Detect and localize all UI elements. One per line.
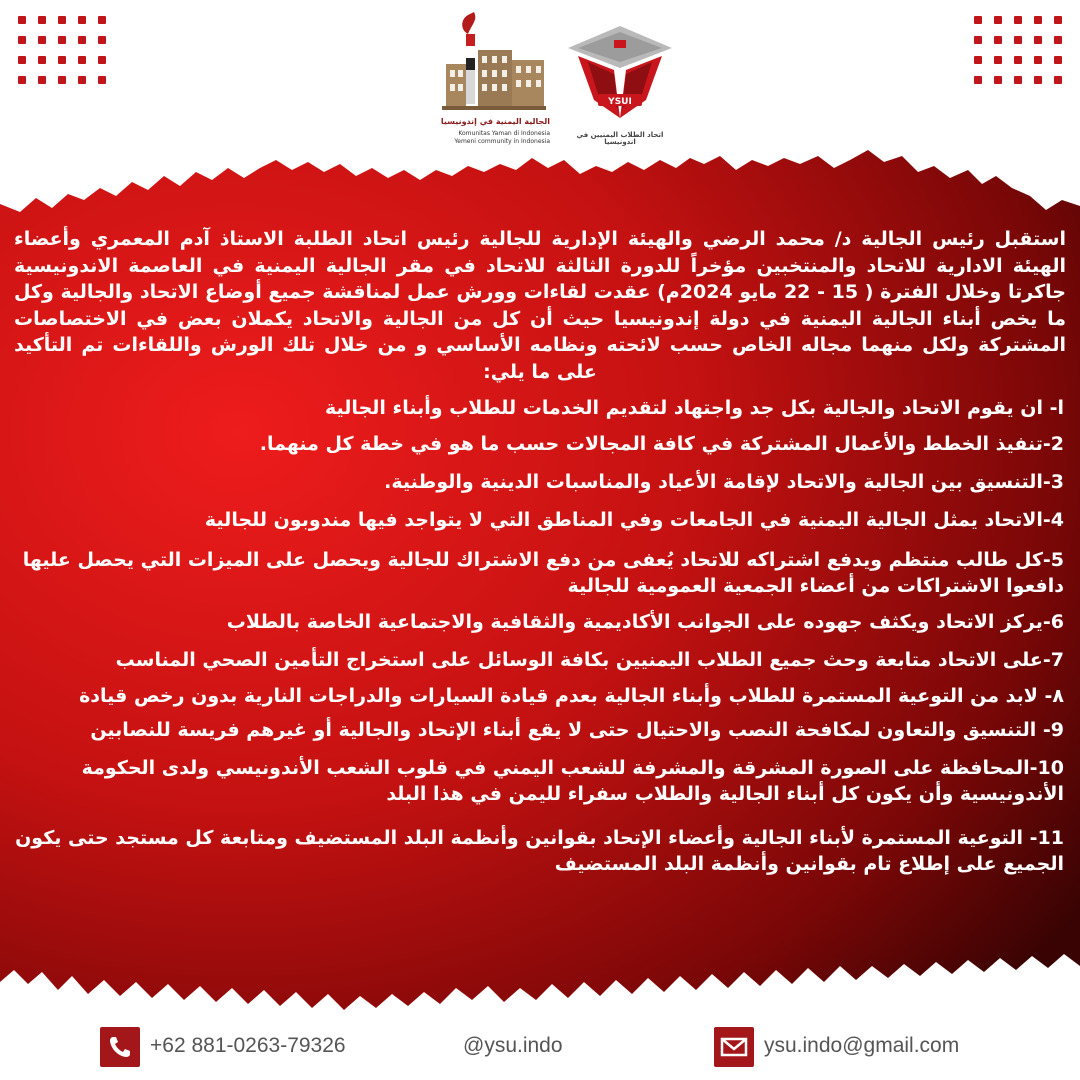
point-item-10: 10-المحافظة على الصورة المشرقة والمشرفة للشعب اليمني في قلوب الشعب الأندونيسي ولدى الحكومة الأندونيسية وأن يكون كل أبناء الجالية والطلاب سفراء لليمن في هذا البلد [81,757,1064,805]
email-address[interactable]: ysu.indo@gmail.com [764,1034,960,1057]
ysu-badge-text: YSUI [608,97,632,107]
ysu-caption-ar: اتحاد الطلاب اليمنيين في اندونيسيا [576,131,664,146]
graduation-shield-icon [564,22,676,130]
community-caption-id: Komunitas Yaman di Indonesia [458,130,550,137]
building-icon [438,8,550,116]
point-item-1: ا- ان يقوم الاتحاد والجالية بكل جد واجتهاد لتقديم الخدمات للطلاب وأبناء الجالية [325,397,1064,419]
point-item-6: 6-يركز الاتحاد ويكثف جهوده على الجوانب الأكاديمية والثقافية والاجتماعية الخاصة بالطلاب [226,611,1064,633]
point-item-2: 2-تنفيذ الخطط والأعمال المشتركة في كافة المجالات حسب ما هو في خطة كل منهما. [259,433,1064,455]
decorative-dots-right [974,16,1062,84]
point-item-3: 3-التنسيق بين الجالية والاتحاد لإقامة الأعياد والمناسبات الدينية والوطنية. [384,471,1064,493]
point-item-9: 9- التنسيق والتعاون لمكافحة النصب والاحتيال حتى لا يقع أبناء الإتحاد والجالية أو غيرهم فريسة للنصابين [90,719,1064,741]
social-handle[interactable]: @ysu.indo [463,1034,563,1057]
community-caption-ar: الجالية اليمنية في إندونيسيا [440,117,550,126]
point-item-4: 4-الاتحاد يمثل الجالية اليمنية في الجامعات وفي المناطق التي لا يتواجد فيها مندوبون للجالية [204,509,1064,531]
point-item-7: 7-على الاتحاد متابعة وحث جميع الطلاب اليمنيين بكافة الوسائل على استخراج التأمين الصحي المناسب [115,649,1064,671]
intro-paragraph: استقبل رئيس الجالية د/ محمد الرضي والهيئة الإدارية للجالية رئيس اتحاد الطلبة الاستاذ آدم المعمري وأعضاء الهيئة الادارية للاتحاد والمنتخبين مؤخراً للدورة الثالثة للاتحاد في مقر الجالية اليمنية في العاصمة الاندونيسية جاكرتا وخلال الفترة ( 15 - 22 مايو 2024م) عقدت لقاءات وورش عمل لمناقشة جميع أوضاع الاتحاد والجالية وكل ما يخص أبناء الجالية اليمنية في دولة إندونيسيا حيث أن كل من الجالية والاتحاد يكملان بعض في الاختصاصات المشتركة ولكل منهما مجاله الخاص حسب لائحته ونظامه الأساسي و من خلال تلك الورش واللقاءات تم التأكيد على ما يلي: [14,228,1066,383]
decorative-dots-left [18,16,106,84]
ysu-logo [564,22,676,152]
point-item-8: ٨- لابد من التوعية المستمرة للطلاب وأبناء الجالية بعدم قيادة السيارات والدراجات النارية بدون رخص قيادة [79,685,1064,707]
email-icon [714,1027,754,1067]
community-logo [438,8,550,158]
community-caption-en: Yemeni community in Indonesia [454,138,550,145]
point-item-11: 11- التوعية المستمرة لأبناء الجالية وأعضاء الإتحاد بقوانين وأنظمة البلد المستضيف ومتابعة كل مستجد حتى يكون الجميع على إطلاع تام بقوانين وأنظمة البلد المستضيف [15,827,1064,875]
phone-number[interactable]: +62 881-0263-79326 [150,1034,346,1057]
announcement-body [14,226,1066,877]
point-item-5: 5-كل طالب منتظم ويدفع اشتراكه للاتحاد يُعفى من دفع الاشتراك للجالية ويحصل على الميزات التي يحصل عليها دافعوا الاشتراكات من أعضاء الجمعية العمومية للجالية [22,549,1064,597]
contact-footer [0,1020,1080,1080]
phone-icon [100,1027,140,1067]
